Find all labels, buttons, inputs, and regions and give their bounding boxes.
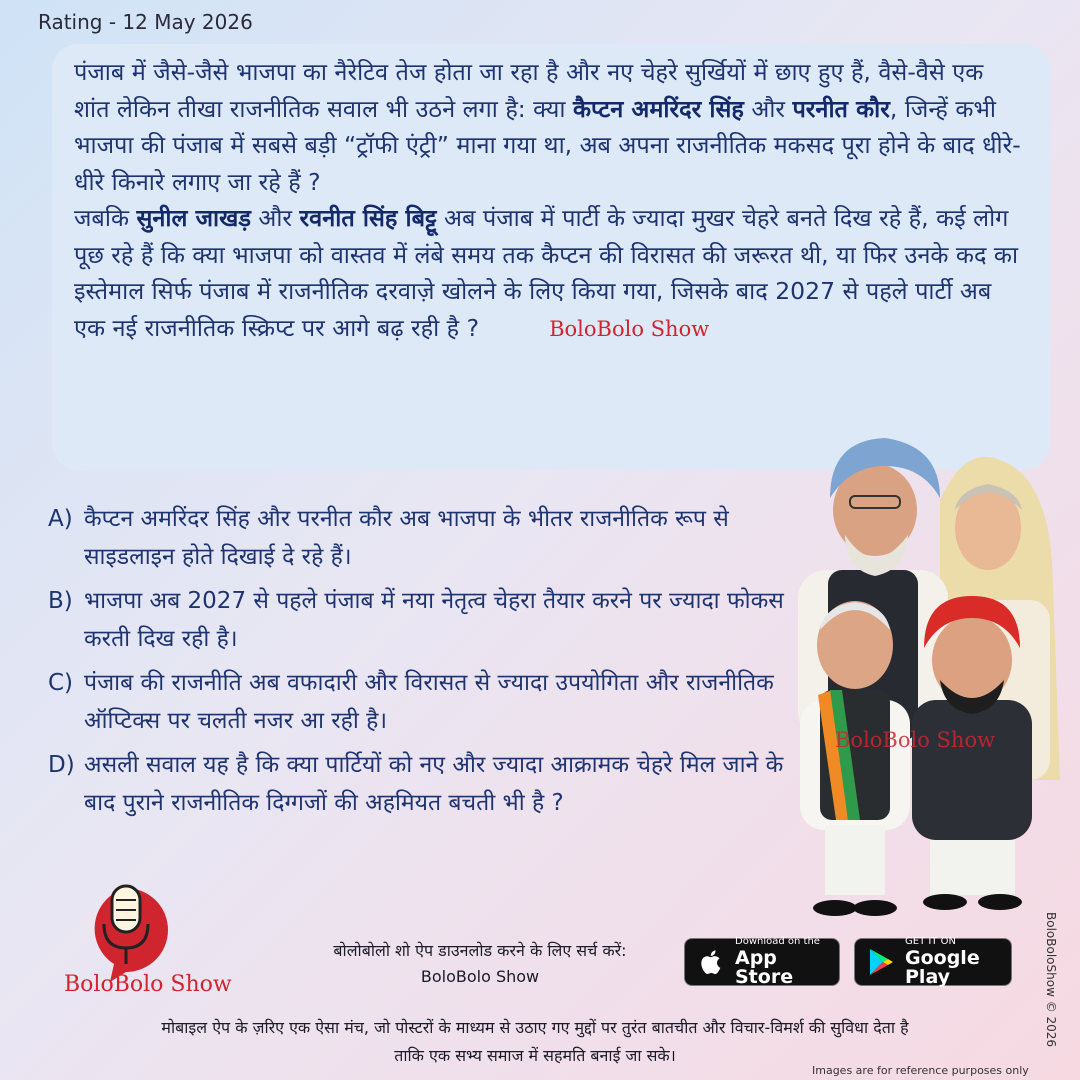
question-text: और	[250, 204, 300, 232]
disclaimer: Images are for reference purposes only	[812, 1064, 1029, 1077]
question-text: अब पंजाब में पार्टी के ज्यादा मुखर चेहरे बनते दिख रहे हैं, कई लोग पूछ रहे हैं कि क्या भाजपा को वास्तव में लंबे समय तक कैप्टन की विरासत की जरूरत थी, या फिर उनके कद का इस्तेमाल सिर्फ पंजाब में राजनीतिक दरवाज़े खोलने के लिए किया गया, जिसके बाद 2027 से पहले पार्टी अब एक नई राजनीतिक स्क्रिप्ट पर आगे बढ़ रही है ?	[74, 204, 1019, 342]
name-bittu: रवनीत सिंह बिट्टू	[299, 204, 437, 232]
option-text: भाजपा अब 2027 से पहले पंजाब में नया नेतृत्व चेहरा तैयार करने पर ज्यादा फोकस करती दिख रही है।	[84, 588, 784, 652]
option-letter: D)	[48, 752, 75, 778]
option-c[interactable]	[48, 664, 808, 740]
apple-icon	[695, 946, 727, 978]
app-store-button[interactable]	[684, 938, 840, 986]
question-paragraph-2	[74, 200, 1022, 347]
rating-date: Rating - 12 May 2026	[38, 10, 253, 34]
google-play-icon	[865, 946, 897, 978]
option-text: असली सवाल यह है कि क्या पार्टियों को नए और ज्यादा आक्रामक चेहरे मिल जाने के बाद पुराने राजनीतिक दिग्गजों की अहमियत बचती भी है ?	[84, 752, 784, 816]
footer-line2: ताकि एक सभ्य समाज में सहमति बनाई जा सके।	[394, 1046, 676, 1065]
app-store-label: App Store	[735, 947, 794, 988]
app-download-prompt	[290, 938, 670, 990]
name-jakhar: सुनील जाखड़	[136, 204, 251, 232]
brand-watermark: BoloBolo Show	[835, 728, 996, 752]
option-b[interactable]	[48, 582, 808, 658]
option-letter: C)	[48, 670, 74, 696]
option-a[interactable]	[48, 500, 808, 576]
option-text: कैप्टन अमरिंदर सिंह और परनीत कौर अब भाजपा के भीतर राजनीतिक रूप से साइडलाइन होते दिखाई दे रहे हैं।	[84, 506, 729, 570]
footer-line1: मोबाइल ऐप के ज़रिए एक ऐसा मंच, जो पोस्टरों के माध्यम से उठाए गए मुद्दों पर तुरंत बातचीत और विचार-विमर्श की सुविधा देता है	[161, 1018, 909, 1037]
politicians-illustration	[790, 420, 1080, 920]
name-preneet: परनीत कौर	[792, 94, 890, 123]
google-play-label: Google Play	[905, 947, 980, 988]
logo-text: BoloBolo Show	[64, 972, 232, 997]
name-amarinder: कैप्टन अमरिंदर सिंह	[572, 94, 744, 123]
question-text: और	[743, 94, 793, 123]
google-play-small-text: GET IT ON	[905, 936, 956, 947]
option-d[interactable]	[48, 746, 808, 822]
app-prompt-line1: बोलोबोलो शो ऐप डाउनलोड करने के लिए सर्च करें:	[333, 941, 627, 960]
question-text: , जिन्हें कभी भाजपा की पंजाब में सबसे बड़ी “ट्रॉफी एंट्री” माना गया था, अब अपना राजनीतिक मकसद पूरा होने के बाद धीरे-धीरे किनारे लगाए जा रहे हैं ?	[74, 94, 1021, 196]
copyright: BoloBoloShow © 2026	[1044, 912, 1058, 1048]
google-play-button[interactable]	[854, 938, 1012, 986]
options-list	[48, 500, 808, 828]
app-prompt-line2: BoloBolo Show	[420, 967, 540, 986]
app-store-small-text: Download on the	[735, 936, 820, 947]
question-text: पंजाब में जैसे-जैसे भाजपा का नैरेटिव तेज होता जा रहा है और नए चेहरे सुर्खियों में छाए हुए हैं, वैसे-वैसे एक शांत लेकिन तीखा राजनीतिक सवाल भी उठने लगा है: क्या	[74, 58, 984, 123]
question-text: जबकि	[74, 204, 137, 232]
brand-watermark: BoloBolo Show	[549, 316, 710, 341]
question-box	[52, 44, 1050, 470]
option-letter: B)	[48, 588, 73, 614]
option-letter: A)	[48, 506, 73, 532]
option-text: पंजाब की राजनीति अब वफादारी और विरासत से ज्यादा उपयोगिता और राजनीतिक ऑप्टिक्स पर चलती नजर आ रही है।	[84, 670, 774, 734]
footer-description	[30, 1014, 1040, 1070]
question-paragraph-1	[74, 54, 1022, 200]
